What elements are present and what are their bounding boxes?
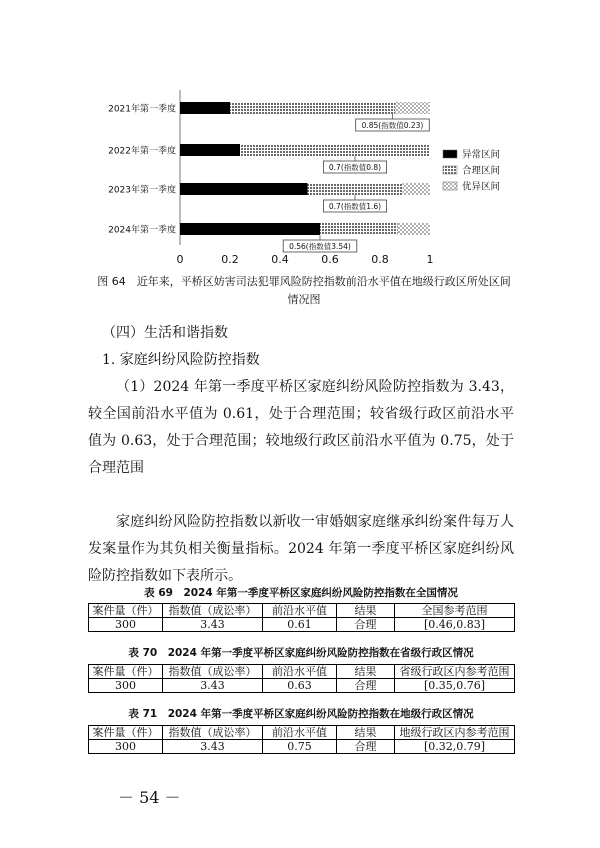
cell-case-count: 300 xyxy=(89,679,163,693)
cell-index-value: 3.43 xyxy=(163,618,263,632)
bar-segment-abnormal xyxy=(180,144,240,156)
header-reference-range: 地级行政区内参考范围 xyxy=(395,726,515,740)
header-index-value: 指数值（成讼率） xyxy=(163,665,263,679)
header-result: 结果 xyxy=(337,604,395,618)
header-frontier-value: 前沿水平值 xyxy=(263,665,337,679)
cell-case-count: 300 xyxy=(89,740,163,754)
cell-index-value: 3.43 xyxy=(163,740,263,754)
bar-segment-reasonable xyxy=(230,102,395,114)
figure-caption xyxy=(88,273,520,309)
bar-segment-abnormal xyxy=(180,102,230,114)
annotation-label: 0.7(指数值1.6) xyxy=(328,202,382,211)
paragraph-1: （1）2024 年第一季度平桥区家庭纠纷风险防控指数为 3.43，较全国前沿水平值为 0.61，处于合理范围；较省级行政区前沿水平值为 0.63，处于合理范围；较地级行政区前沿水平值为 0.75，处于合理范围 xyxy=(88,379,514,476)
header-index-value: 指数值（成讼率） xyxy=(163,726,263,740)
cell-result: 合理 xyxy=(337,740,395,754)
header-case-count: 案件量（件） xyxy=(89,604,163,618)
legend-label: 优异区间 xyxy=(462,181,501,193)
bar-segment-reasonable xyxy=(320,223,398,235)
header-frontier-value: 前沿水平值 xyxy=(263,726,337,740)
interval-bar-chart xyxy=(100,85,520,275)
cell-reference-range: [0.32,0.79] xyxy=(395,740,515,754)
cell-reference-range: [0.35,0.76] xyxy=(395,679,515,693)
paragraph-2: 家庭纠纷风险防控指数以新收一审婚姻家庭继承纠纷案件每万人发案量作为其负相关衡量指标。2024 年第一季度平桥区家庭纠纷风险防控指数如下表所示。 xyxy=(88,514,514,584)
category-label: 2022年第一季度 xyxy=(108,146,176,157)
cell-result: 合理 xyxy=(337,618,395,632)
table-71 xyxy=(88,725,515,754)
cell-case-count: 300 xyxy=(89,618,163,632)
legend-swatch xyxy=(443,166,457,174)
table-row xyxy=(89,679,515,693)
header-case-count: 案件量（件） xyxy=(89,726,163,740)
cell-frontier-value: 0.75 xyxy=(263,740,337,754)
figure-caption-line1: 图 64 近年来，平桥区妨害司法犯罪风险防控指数前沿水平值在地级行政区所处区间 xyxy=(97,275,511,288)
cell-frontier-value: 0.63 xyxy=(263,679,337,693)
cell-result: 合理 xyxy=(337,679,395,693)
header-reference-range: 省级行政区内参考范围 xyxy=(395,665,515,679)
category-label: 2021年第一季度 xyxy=(108,104,176,115)
bar-segment-excellent xyxy=(395,102,430,114)
legend-label: 合理区间 xyxy=(462,165,501,177)
bar-segment-reasonable xyxy=(308,183,403,195)
table-row xyxy=(89,740,515,754)
legend-label: 异常区间 xyxy=(462,149,501,161)
annotation-label: 0.85(指数值0.23) xyxy=(361,121,424,130)
bar-segment-abnormal xyxy=(180,223,320,235)
category-label: 2023年第一季度 xyxy=(108,185,176,196)
table-69-caption: 表 69 2024 年第一季度平桥区家庭纠纷风险防控指数在全国情况 xyxy=(144,587,458,599)
annotation-label: 0.56(指数值3.54) xyxy=(289,242,351,251)
x-tick-label: 0.8 xyxy=(371,253,389,266)
annotation-label: 0.7(指数值0.8) xyxy=(328,163,382,172)
table-header-row xyxy=(89,604,515,618)
cell-reference-range: [0.46,0.83] xyxy=(395,618,515,632)
header-reference-range: 全国参考范围 xyxy=(395,604,515,618)
x-tick-label: 0.2 xyxy=(221,253,239,266)
header-frontier-value: 前沿水平值 xyxy=(263,604,337,618)
category-label: 2024年第一季度 xyxy=(108,225,176,236)
table-70 xyxy=(88,664,515,693)
table-header-row xyxy=(89,665,515,679)
legend-swatch xyxy=(443,150,457,158)
cell-index-value: 3.43 xyxy=(163,679,263,693)
header-result: 结果 xyxy=(337,726,395,740)
table-69 xyxy=(88,603,515,632)
table-row xyxy=(89,618,515,632)
bar-segment-abnormal xyxy=(180,183,308,195)
bar-segment-reasonable xyxy=(240,144,430,156)
header-result: 结果 xyxy=(337,665,395,679)
table-71-caption: 表 71 2024 年第一季度平桥区家庭纠纷风险防控指数在地级行政区情况 xyxy=(128,708,474,720)
x-tick-label: 1 xyxy=(426,253,434,266)
header-index-value: 指数值（成讼率） xyxy=(163,604,263,618)
section-heading: （四）生活和谐指数 xyxy=(102,325,228,341)
legend-swatch xyxy=(443,182,457,190)
header-case-count: 案件量（件） xyxy=(89,665,163,679)
x-tick-label: 0.4 xyxy=(271,253,289,266)
x-tick-label: 0 xyxy=(176,253,184,266)
page-number: － 54 － xyxy=(118,788,181,807)
table-70-caption: 表 70 2024 年第一季度平桥区家庭纠纷风险防控指数在省级行政区情况 xyxy=(128,647,474,659)
bar-segment-excellent xyxy=(403,183,431,195)
bar-segment-excellent xyxy=(398,223,431,235)
table-header-row xyxy=(89,726,515,740)
x-tick-label: 0.6 xyxy=(321,253,339,266)
cell-frontier-value: 0.61 xyxy=(263,618,337,632)
subsection-heading: 1. 家庭纠纷风险防控指数 xyxy=(102,352,260,368)
figure-caption-line2: 情况图 xyxy=(287,293,321,306)
